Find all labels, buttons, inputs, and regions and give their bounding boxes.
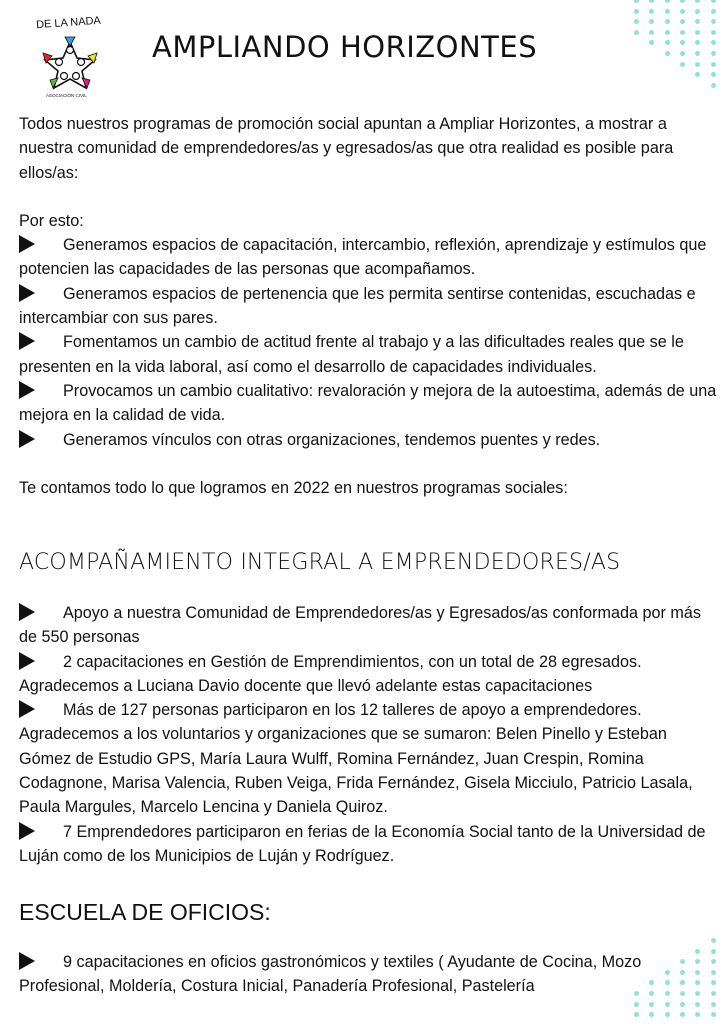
decorative-dot <box>665 51 670 56</box>
list-item-text: Generamos espacios de pertenencia que les permita sentirse contenidas, escuchadas e intercambiar con sus pares. <box>19 284 696 328</box>
list-item <box>19 601 719 650</box>
list-item <box>19 428 719 452</box>
intro-closing: Te contamos todo lo que logramos en 2022 en nuestros programas sociales: <box>19 478 568 497</box>
intro-bullet-list <box>19 233 719 452</box>
decorative-dot <box>665 30 670 35</box>
arrow-bullet-icon <box>19 235 35 253</box>
decorative-dot <box>649 9 654 14</box>
list-item-text: Más de 127 personas participaron en los 12 talleres de apoyo a emprendedores. Agradecemos a los voluntarios y organizaciones que se sumaron: Belen Pinello y Esteban Gómez de Estudio GPS, María Laura Wulff, Romina Fernández, Juan Crespin, Romina Codagnone, Marisa Valencia, Ruben Veiga, Frida Fernández, Gisela Micciulo, Patricio Lasala, Paula Margules, Marcelo Lencina y Daniela Quiroz. <box>19 701 693 817</box>
decorative-dot <box>665 19 670 24</box>
decorative-dot <box>649 1012 654 1017</box>
list-item-text: 7 Emprendedores participaron en ferias de la Economía Social tanto de la Universidad de Luján como de los Municipios de Luján y Rodríguez. <box>19 822 706 865</box>
decorative-dot <box>634 9 639 14</box>
list-item <box>19 330 719 379</box>
decorative-dot <box>665 9 670 14</box>
decorative-dot <box>695 72 700 77</box>
decorative-dot <box>634 30 639 35</box>
section-heading-emprendedores: ACOMPAÑAMIENTO INTEGRAL A EMPRENDEDORES/AS <box>19 550 621 575</box>
decorative-dot <box>711 19 716 24</box>
decorative-dot <box>649 40 654 45</box>
arrow-bullet-icon <box>19 603 35 621</box>
decorative-dot <box>695 62 700 67</box>
decorative-dot <box>680 19 685 24</box>
page-title: AMPLIANDO HORIZONTES <box>152 30 538 64</box>
emprendedores-bullet-list <box>19 601 719 868</box>
decorative-dot <box>711 83 716 88</box>
decorative-dot <box>695 19 700 24</box>
decorative-dot <box>695 51 700 56</box>
decorative-dot <box>711 51 716 56</box>
decorative-dot <box>634 0 639 3</box>
decorative-dot <box>711 959 716 964</box>
decorative-dot <box>634 19 639 24</box>
list-item-text: Fomentamos un cambio de actitud frente al trabajo y a las dificultades reales que se le presenten en la vida laboral, así como el desarrollo de capacidades individuales. <box>19 333 684 376</box>
intro-paragraph: Todos nuestros programas de promoción social apuntan a Ampliar Horizontes, a mostrar a nuestra comunidad de emprendedores/as y egresados/as que otra realidad es posible para ellos/as: <box>19 115 674 182</box>
decorative-dot <box>665 0 670 3</box>
logo-subtitle: ASOCIACIÓN CIVIL <box>46 93 87 98</box>
emprendedores-section <box>19 601 719 868</box>
decorative-dot <box>649 30 654 35</box>
list-item-text: 2 capacitaciones en Gestión de Emprendimientos, con un total de 28 egresados. Agradecemos a Luciana Davio docente que llevó adelante estas capacitaciones <box>19 652 642 695</box>
decorative-dot <box>695 1012 700 1017</box>
decorative-dot <box>711 30 716 35</box>
logo-org-name: DE LA NADA <box>35 14 102 32</box>
decorative-dot <box>649 19 654 24</box>
decorative-dot <box>711 9 716 14</box>
list-item-text: 9 capacitaciones en oficios gastronómicos y textiles ( Ayudante de Cocina, Mozo Profesional, Moldería, Costura Inicial, Panadería Profesional, Pastelería <box>19 953 642 996</box>
list-item-text: Generamos espacios de capacitación, intercambio, reflexión, aprendizaje y estímulos que potencien las capacidades de las personas que acompañamos. <box>19 236 707 279</box>
decorative-dot <box>680 30 685 35</box>
decorative-dot <box>711 949 716 954</box>
decorative-dot <box>680 62 685 67</box>
list-item <box>19 698 719 819</box>
arrow-bullet-icon <box>19 700 35 718</box>
decorative-dot <box>711 991 716 996</box>
arrow-bullet-icon <box>19 381 35 399</box>
list-item <box>19 950 709 999</box>
arrow-bullet-icon <box>19 822 35 840</box>
decorative-dot <box>695 40 700 45</box>
list-item <box>19 233 719 282</box>
section-heading-oficios: ESCUELA DE OFICIOS: <box>19 899 271 925</box>
decorative-dot <box>711 1002 716 1007</box>
decorative-dot <box>680 1002 685 1007</box>
decorative-dot <box>665 1012 670 1017</box>
decorative-dot <box>665 40 670 45</box>
list-item-text: Provocamos un cambio cualitativo: revaloración y mejora de la autoestima, además de una mejora en la calidad de vida. <box>19 381 717 425</box>
oficios-bullet-list <box>19 950 709 999</box>
decorative-dot <box>711 62 716 67</box>
logo <box>28 8 112 98</box>
decorative-dot <box>680 1012 685 1017</box>
logo-star-icon <box>28 8 112 98</box>
list-item-text: Apoyo a nuestra Comunidad de Emprendedores/as y Egresados/as conformada por más de 550 personas <box>19 604 701 647</box>
decorative-dot <box>665 1002 670 1007</box>
intro-section <box>19 112 719 500</box>
list-item <box>19 379 719 428</box>
arrow-bullet-icon <box>19 652 35 670</box>
decorative-dot <box>711 938 716 943</box>
decorative-dot <box>711 1012 716 1017</box>
arrow-bullet-icon <box>19 332 35 350</box>
arrow-bullet-icon <box>19 952 35 970</box>
decorative-dot <box>711 40 716 45</box>
decorative-dot <box>695 9 700 14</box>
decorative-dot <box>680 40 685 45</box>
decorative-dot <box>634 1012 639 1017</box>
list-item <box>19 820 719 869</box>
decorative-dot <box>680 51 685 56</box>
decorative-dot <box>649 0 654 3</box>
decorative-dot <box>680 0 685 3</box>
list-item <box>19 650 719 699</box>
arrow-bullet-icon <box>19 284 35 302</box>
decorative-dot <box>695 30 700 35</box>
decorative-dot <box>695 1002 700 1007</box>
decorative-dot <box>711 72 716 77</box>
oficios-section <box>19 950 709 999</box>
decorative-dot <box>711 970 716 975</box>
decorative-dot <box>649 1002 654 1007</box>
decorative-dot <box>634 1002 639 1007</box>
list-item-text: Generamos vínculos con otras organizaciones, tendemos puentes y redes. <box>63 430 601 449</box>
list-item <box>19 282 719 331</box>
decorative-dot <box>695 0 700 3</box>
intro-lead: Por esto: <box>19 211 84 230</box>
arrow-bullet-icon <box>19 430 35 448</box>
decorative-dot <box>711 980 716 985</box>
decorative-dot <box>711 0 716 3</box>
decorative-dot <box>680 9 685 14</box>
